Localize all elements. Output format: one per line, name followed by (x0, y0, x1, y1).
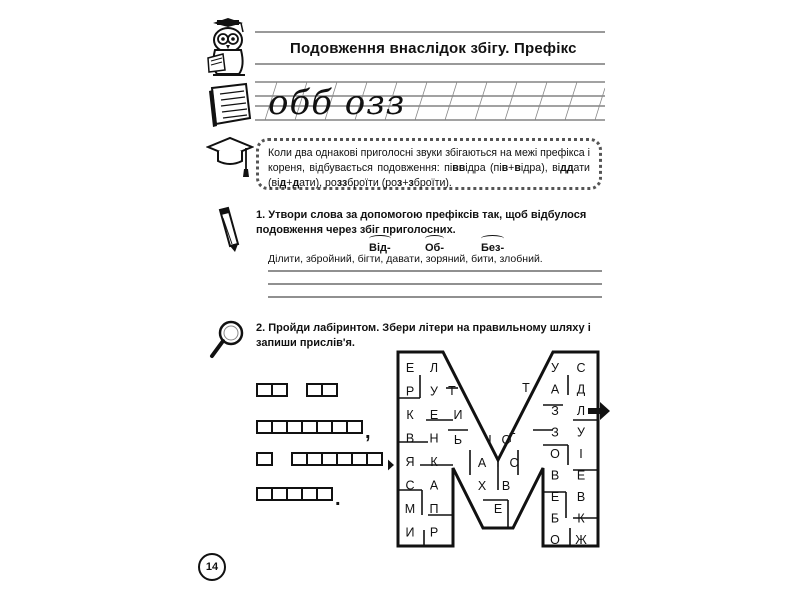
maze-letter: У (430, 384, 438, 399)
task2-text: Пройди лабіринтом. Збери літери на правильному шляху і запиши прислів'я. (256, 322, 591, 349)
prefix-ob (425, 235, 444, 254)
maze-letter: А (477, 456, 487, 470)
magnifier-icon (207, 318, 251, 362)
maze-letter: Е (429, 408, 439, 422)
task2-number: 2. (256, 322, 266, 334)
maze-letter: Г (508, 431, 516, 445)
maze-letter: Т (522, 381, 530, 395)
comma: , (365, 421, 371, 443)
maze-letter: Л (429, 361, 439, 375)
answer-boxes-row3[interactable] (256, 452, 381, 466)
maze-letter: В (405, 431, 415, 446)
pencil-icon (214, 206, 244, 254)
maze-letter: В (576, 490, 586, 504)
maze-letter: Ж (575, 533, 587, 547)
maze-letter: В (501, 479, 511, 493)
maze-letter: У (551, 361, 559, 375)
maze-letter: С (501, 433, 511, 447)
prefix-vid (369, 235, 391, 254)
maze-letter: Е (405, 361, 415, 375)
maze-letter: Р (429, 525, 439, 540)
graduation-cap-icon (206, 135, 254, 183)
maze-letter: І (579, 447, 583, 461)
notebook-icon (206, 82, 254, 128)
maze-letter: И (405, 525, 415, 540)
maze-letter: В (550, 468, 560, 483)
prefix-bez (481, 235, 504, 254)
maze-letter: С (405, 478, 415, 493)
maze-letter: А (550, 382, 560, 397)
maze-letter: Л (576, 404, 586, 418)
task2-instruction (256, 321, 606, 351)
rule-box (256, 138, 602, 190)
maze-letter: М (404, 502, 416, 516)
answer-boxes-row2[interactable] (256, 420, 371, 444)
maze-letter: О (550, 533, 560, 547)
maze-letter: Е (550, 490, 560, 504)
rule-text: Коли два однакові приголосні звуки збігаються на межі префікса і кореня, відбувається подовження: піввідра (пів+відра), віддати (від+дати), роззброїти (роз+зброїти). (268, 147, 590, 189)
maze-letter: Т (448, 384, 456, 398)
maze-letter: Х (477, 479, 487, 493)
task1-number: 1. (256, 209, 266, 221)
maze-letter: Е (576, 468, 586, 483)
maze-letter: У (577, 425, 585, 440)
maze-letter: Б (550, 511, 560, 526)
owl-teacher-icon (203, 18, 255, 78)
maze-letter: К (430, 455, 438, 469)
answer-boxes-row1[interactable] (256, 383, 336, 397)
maze-letter: Ь (453, 433, 463, 447)
maze-letter: О (550, 447, 560, 461)
maze-letter: Н (429, 431, 439, 446)
maze-letter: Р (405, 384, 415, 399)
maze-letter: И (453, 408, 463, 422)
task1-words: Ділити, збройний, бігти, давати, зоряний, бити, злобний. (268, 253, 543, 265)
maze-letter: П (429, 502, 439, 516)
maze-letter: К (577, 511, 585, 526)
maze-letter: З (551, 404, 559, 418)
maze-letter: С (576, 361, 586, 375)
maze-letter: І (496, 456, 500, 470)
prefix-bez-label: Без- (481, 242, 505, 254)
page-title: Подовження внаслідок збігу. Префікс (290, 40, 577, 57)
dot: . (335, 488, 341, 510)
maze-letter: З (551, 425, 559, 440)
maze-letter: А (429, 478, 439, 493)
maze-letter: І (488, 433, 492, 447)
prefix-ob-label: Об- (425, 242, 445, 254)
prefix-vid-label: Від- (369, 242, 391, 254)
script-letters: обб озз (268, 83, 406, 123)
maze-letter: С (509, 456, 519, 470)
task1-text: Утвори слова за допомогою префіксів так, щоб відбулося подовження через збіг приголосних. (256, 209, 587, 236)
answer-lines[interactable] (268, 265, 602, 301)
page-number: 14 (198, 553, 226, 581)
maze-letter: К (406, 408, 414, 422)
maze-entry-arrow-icon (388, 456, 394, 474)
task1-instruction (256, 208, 601, 238)
maze[interactable] (388, 350, 613, 550)
maze-letter: Е (493, 502, 503, 516)
maze-letter: Я (405, 455, 415, 469)
answer-boxes-row4[interactable] (256, 487, 341, 511)
maze-letter: Д (576, 382, 586, 397)
